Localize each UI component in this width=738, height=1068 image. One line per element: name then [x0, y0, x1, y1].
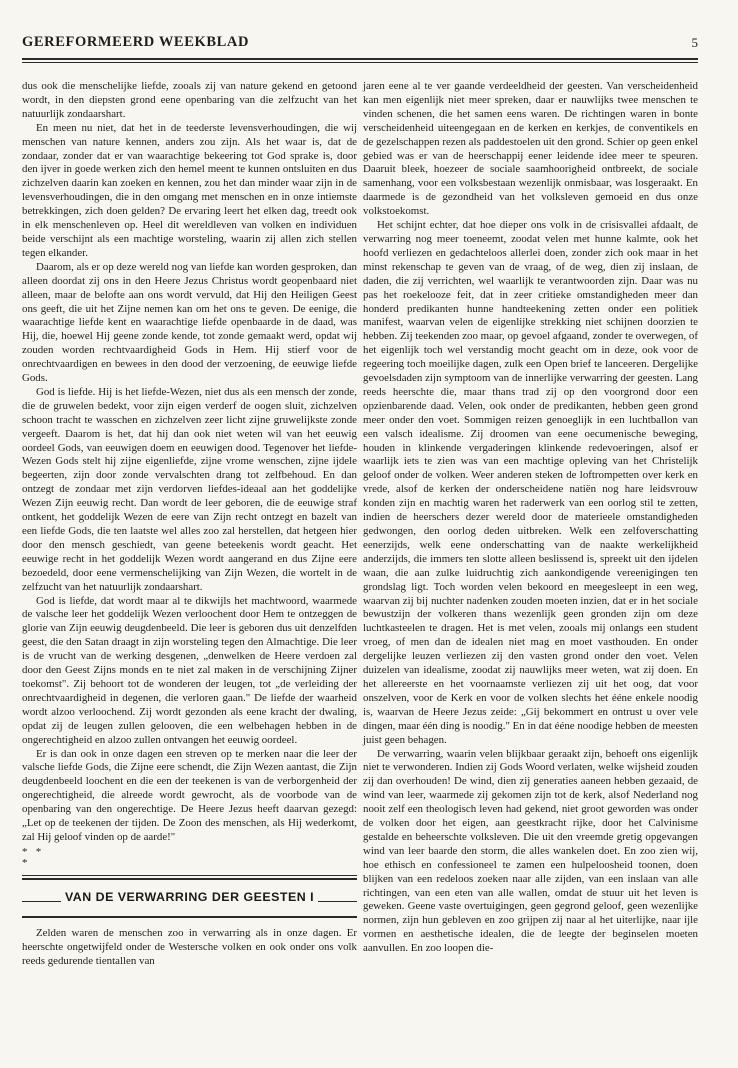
paragraph: En meen nu niet, dat het in de teederste levensverhoudingen, die wij menschen van nature kennen, anders zou zijn. Als het waar is, dat de zondaar, zonder dat er van waarachtige bekeering tot God sprake is, door den ijver in goede werken zich den hemel meent te kunnen ontsluiten en dus zichzelven daarin kan zoeken en kennen, zou het dan minder waar zijn in de levensverhoudingen, die in den omgang met menschen en in onze intiemste betrekkingen, zich doen gelden? De ervaring leert het elken dag, treedt ook in elk menschenleven op. Heel dit wereldleven van volken en individuen beide verschijnt als een machtige worsteling, waarin zij allen zich stellen tegen elkander. [22, 121, 357, 259]
paragraph: God is liefde. Hij is het liefde-Wezen, niet dus als een mensch der zonde, die de gruwelen bedekt, voor zijn eigen verderf de oogen sluit, zichzelven schoon tracht te wasschen en zichzelven zeer licht zijne gruwelijkste zonde vergeeft. Daarom is het, dat hij dan ook niet weten wil van het eeuwig oordeel Gods, van eeuwigen doem en eeuwigen dood. Tegenover het liefde-Wezen Gods stelt hij zijne eigenliefde, zijne vrome wenschen, zijne ijdele begeerten, zijn door zonde vervalschten drang tot zelfbehoud. En dan ontzegt de zondaar met zijn verdorven liefdes-ideaal aan het goddelijke Wezen Zijn eeuwig recht. Dan wordt de leer geboren, die de eeuwige straf ontkent, het goddelijk Wezen de eere van Zijn recht ontzegt en bazelt van een liefde Gods, die ten laatste wel alles zoo zal herstellen, dat hetgeen hier door den mensch geschiedt, van geene beteekenis wordt geacht. Het eeuwige recht in het goddelijk Wezen wordt aangerand en dus Zijne eere bezoedeld, door eene vermenschelijking van Zijn Wezen, die wortelt in de zelfzucht van het natuurlijk zondaarshart. [22, 385, 357, 593]
paragraph: Daarom, als er op deze wereld nog van liefde kan worden gesproken, dan alleen doordat zij ons in den Heere Jezus Christus wordt geopenbaard niet alleen, maar de belofte aan ons wordt vervuld, dat Hij den Heiligen Geest ons geeft, die uit het Zijne nemen kan om het ons te geven. De eenige, die waarachtige liefde kent en waarachtige liefde openbaarde in de daad, was Hij, die, hoewel Hij geene zonde kende, tot zonde gemaakt werd, opdat wij zouden worden rechtvaardigheid Gods in Hem. Hij stierf voor de onrechtvaardigen en bewees in den dood der verzoening, de eeuwige liefde Gods. [22, 260, 357, 385]
paragraph: Er is dan ook in onze dagen een streven op te merken naar die leer der valsche liefde Gods, die Zijne eere schendt, die Zijn Wezen aantast, die Zijn deugdenbeeld loochent en die een der teekenen is van de verborgenheid der ongerechtigheid, die alreede wordt gewrocht, als de voorbode van de openbaring van den ongerechtige. De Heere Jezus heeft daarvan gezegd: „Let op de teekenen der tijden. De Zoon des menschen, als Hij wederkomt, zal Hij geloof vinden op de aarde!" [22, 747, 357, 843]
header-rule-top [22, 58, 698, 60]
section-rule-top-thick [22, 878, 357, 880]
header-rule-bottom [22, 62, 698, 63]
right-column [363, 80, 698, 956]
section-heading [22, 875, 357, 919]
paragraph: dus ook die menschelijke liefde, zooals zij van nature gekend en getoond wordt, in den diepsten grond eene openbaring van die zelfzucht van het natuurlijk zondaarshart. [22, 80, 357, 120]
title-rule-left [22, 901, 61, 902]
page-header [22, 34, 698, 54]
paragraph: Zelden waren de menschen zoo in verwarring als in onze dagen. Er heerschte ongetwijfeld onder de Westersche volken en ook onder ons volk reeds gedurende tientallen van [22, 926, 357, 967]
title-rule-right [318, 901, 357, 902]
paragraph: jaren eene al te ver gaande verdeeldheid der geesten. Van verscheidenheid kan men eigenlijk niet meer spreken, daar er nauwlijks twee menschen te vinden schenen, die het samen eens waren. De richtingen waren in bonte verscheidenheid uiteengegaan en de kerken en kerkjes, de conventikels en de gezelschappen rezen als paddestoelen uit den grond. Schier op geen enkel gebied was er van de heerschappij eener leidende idee meer te speuren. Daaruit bleek, hoezeer de sociale saamhoorigheid ontbreekt, de sociale samenhang, voor een volksbestaan wezenlijk onmisbaar, was losgeraakt. En daarmede is de gezondheid van het volksleven gemoeid en dus onze volkstoekomst. [363, 80, 698, 218]
section-rule-bottom [22, 916, 357, 918]
paragraph: De verwarring, waarin velen blijkbaar geraakt zijn, behoeft ons eigenlijk niet te verwonderen. Indien zij Gods Woord verlaten, welke wijsheid zouden zij dan overhouden! De wind, dien zij generaties aaneen hebben gezaaid, de wind van leer, waarmede zij gekomen zijn tot de kerk, alsof Nederland nog nooit zelf een theologisch leven had gekend, niet groot geworden was onder de volken door het eigen, aan geestkracht rijke, door het Calvinisme gestalde en beheerschte volksleven. Die uit den vreemde gretig opgevangen wind van leer baarde den storm, die alles wankelen doet. En zoo zien wij, hoe ethisch en confessioneel te zamen een hulpeloosheid toonen, doen blijken van een redeloos zoeken naar alle zijden, van een inslaan van alle richtingen, van een eten van alle wallen, omdat de stuur uit het leven is geweken. Geene vaste overtuigingen, geen gegrond geloof, geen wezenlijke normen, zijn hun gebleven en zoo grijpen zij naar al het uiterlijke, naar ijle vormen en aesthetische idealen, die de leegte der beginselen moeten aanvullen. En zoo loopen die- [363, 747, 698, 955]
left-column [22, 80, 357, 969]
section-title: VAN DE VERWARRING DER GEESTEN I [64, 889, 315, 904]
section-break-stars: * * * [22, 845, 42, 869]
paragraph: God is liefde, dat wordt maar al te dikwijls het machtwoord, waarmede de valsche leer het goddelijk Wezen verloochent door Hem te ontzeggen de glorie van Zijn eeuwig deugdenbeeld. Die leer is geboren dus uit denzelfden geest, die den Satan draagt in zijn worsteling tegen den Almachtige. Die leer is de vrucht van de werking desgenen, „denwelken de Heere verdoen zal door den Geest Zijns monds en te niet zal maken in de verschijning Zijner toekomst". Zij behoort tot de wonderen der leugen, tot „de verleiding der onrechtvaardigheid in degenen, die verloren gaan." De liefde der waarheid wordt alzoo verloochend. Zij wordt gezonden als eene kracht der dwaling, opdat zij de leugen zullen gelooven, die een welbehagen hebben in de ongerechtigheid en alzoo zullen ontvangen het eeuwig oordeel. [22, 594, 357, 746]
page-number: 5 [691, 35, 698, 50]
section-rule-top [22, 875, 357, 876]
paragraph: Het schijnt echter, dat hoe dieper ons volk in de crisisvallei afdaalt, de verwarring nog meer toeneemt, zoodat velen met hunne kalmte, ook het hoofd verliezen en gedachteloos allerlei doen, zonder zich ook maar in het minst rekenschap te geven van de vraag, of de weg, dien zij inslaan, de daden, die zij verrichten, wel waarlijk te verantwoorden zijn. Daar was nu pas het roekelooze feit, dat in zeer critieke omstandigheden meer dan honderd predikanten hunne handteekening zetten onder een politiek manifest, waarvan velen de eigenlijke strekking niet schijnen doorzien te hebben. Zij teekenden zoo maar, op gevoel afgaand, zonder te overwegen, of het eigenlijk toch wel verstandig mocht geacht om in deze, ook voor de regeering toch moeilijke dagen, zulk een Open brief te lanceeren. Dergelijke gevoelsdaden zijn symptoom van de innerlijke verwarring der geesten. Lang reeds heerschte die, maar thans trad zij op den voorgrond door een opzienbarende daad. Velen, ook onder de predikanten, hebben geen grond meer onder den voet. Sommigen reizen genoeglijk in een luchtballon van een valsch idealisme. Zij droomen van eene oecumenische beweging, houden in klinkende vergaderingen klinkende redevoeringen, alsof er waarlijk iets te zien was van een machtige opleving van het Christelijk geloof onder de volken. Weer anderen steken de loftrompetten over kerk en vrede, alsof de kerken der onderscheidene natiën nog hare leidsvrouw konden zijn en machtig waren het raderwerk van een oorlog stil te zetten, indien de heerschers dezer wereld door de materieele omstandigheden gedwongen, den oorlog deden uitbreken. Welk een zelfoverschatting eenerzijds, welk eene onderschatting van de naakte werkelijkheid anderzijds, die immers ten slotte alleen beslissend is, spreekt uit den ijdelen waan, die aan zulke luidruchtig zich aankondigende vereenigingen ten grondslag ligt. Toch worden velen bekoord en meegesleept in een weg, waarvan zij bij nuchter nadenken zouden moeten inzien, dat er in het sociale bewustzijn der volkeren thans wezenlijk geen gronden zijn om deze luchtkasteelen te dragen. Het is met velen, zooals mij onlangs een student vroeg, of men dan de idealen niet mag en moet vasthouden. En onder dergelijke leuzen verliezen zij den vasten grond onder den voet. Velen duizelen van idealisme, zoodat zij nauwlijks meer weten, wat zij doen. En het allereerste en het voornaamste verliezen zij uit het oog, dat voor onszelven, voor de Kerk en voor de volken slechts het ééne enkele noodig is, waarvan de Heere Jezus zeide: „Gij bekommert en ontrust u over vele dingen, maar één ding is noodig." En in dat ééne noodige hebben de meesten juist geen behagen. [363, 219, 698, 746]
publication-title: GEREFORMEERD WEEKBLAD [22, 34, 250, 50]
